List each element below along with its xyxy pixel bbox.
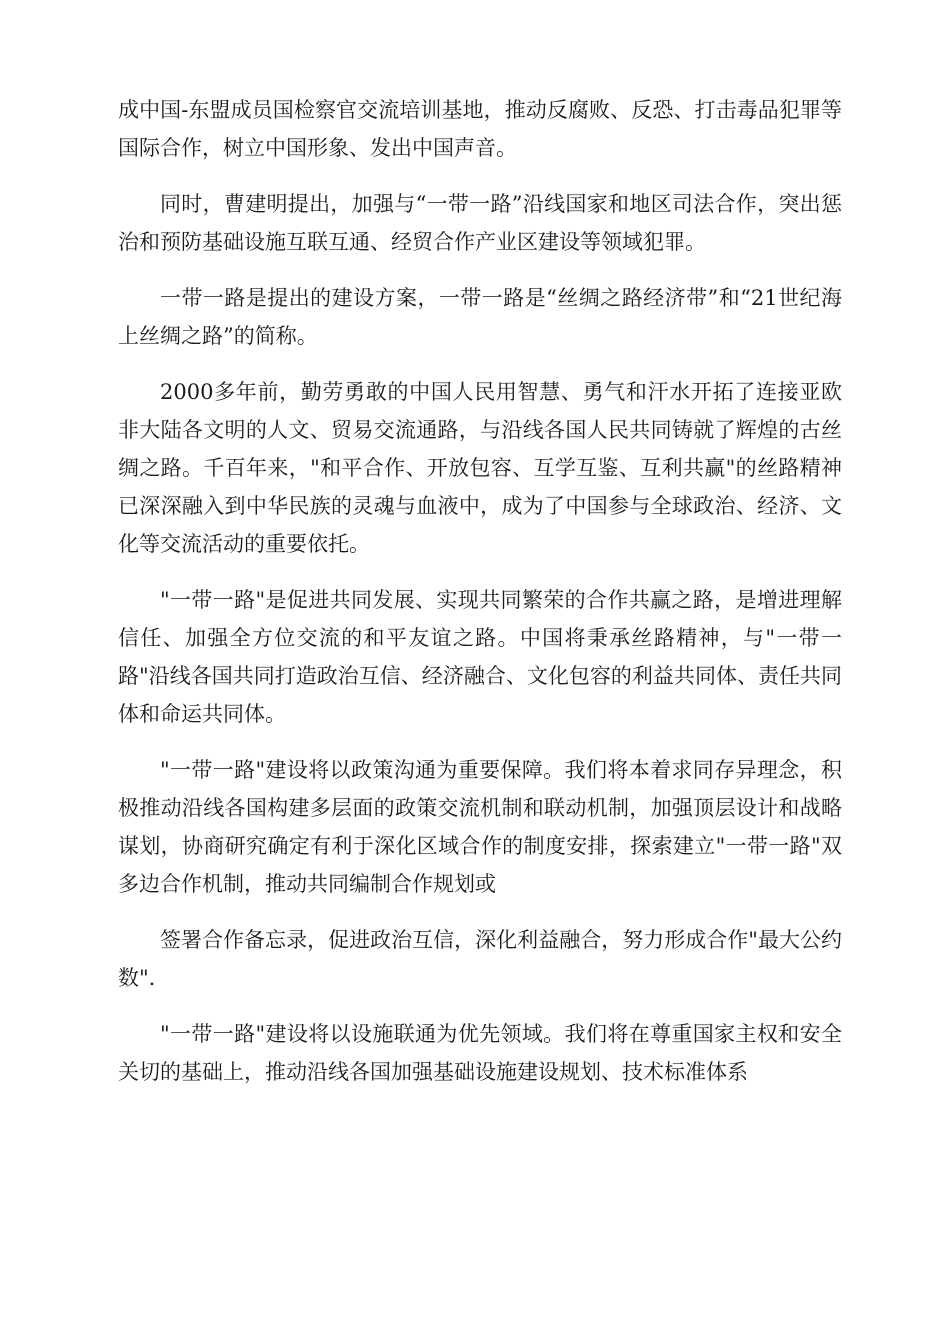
paragraph-3: 一带一路是提出的建设方案，一带一路是“丝绸之路经济带”和“21世纪海上丝绸之路”的简称。 bbox=[118, 286, 842, 348]
paragraph-5: "一带一路"是促进共同发展、实现共同繁荣的合作共赢之路，是增进理解信任、加强全方位交流的和平友谊之路。中国将秉承丝路精神，与"一带一路"沿线各国共同打造政治互信、经济融合、文化包容的利益共同体、责任共同体和命运共同体。 bbox=[118, 588, 842, 726]
paragraph-2: 同时，曹建明提出，加强与“一带一路”沿线国家和地区司法合作，突出惩治和预防基础设施互联互通、经贸合作产业区建设等领域犯罪。 bbox=[118, 192, 842, 254]
paragraph-7: 签署合作备忘录，促进政治互信，深化利益融合，努力形成合作"最大公约数". bbox=[118, 928, 842, 990]
paragraph-1: 成中国-东盟成员国检察官交流培训基地，推动反腐败、反恐、打击毒品犯罪等国际合作，树立中国形象、发出中国声音。 bbox=[118, 98, 842, 160]
paragraph-6: "一带一路"建设将以政策沟通为重要保障。我们将本着求同存异理念，积极推动沿线各国构建多层面的政策交流机制和联动机制，加强顶层设计和战略谋划，协商研究确定有利于深化区域合作的制度安排，探索建立"一带一路"双多边合作机制，推动共同编制合作规划或 bbox=[118, 758, 842, 896]
paragraph-8: "一带一路"建设将以设施联通为优先领域。我们将在尊重国家主权和安全关切的基础上，推动沿线各国加强基础设施建设规划、技术标准体系 bbox=[118, 1022, 842, 1084]
paragraph-4: 2000多年前，勤劳勇敢的中国人民用智慧、勇气和汗水开拓了连接亚欧非大陆各文明的人文、贸易交流通路，与沿线各国人民共同铸就了辉煌的古丝绸之路。千百年来，"和平合作、开放包容、互学互鉴、互利共赢"的丝路精神已深深融入到中华民族的灵魂与血液中，成为了中国参与全球政治、经济、文化等交流活动的重要依托。 bbox=[118, 380, 842, 556]
document-body bbox=[118, 91, 842, 1109]
